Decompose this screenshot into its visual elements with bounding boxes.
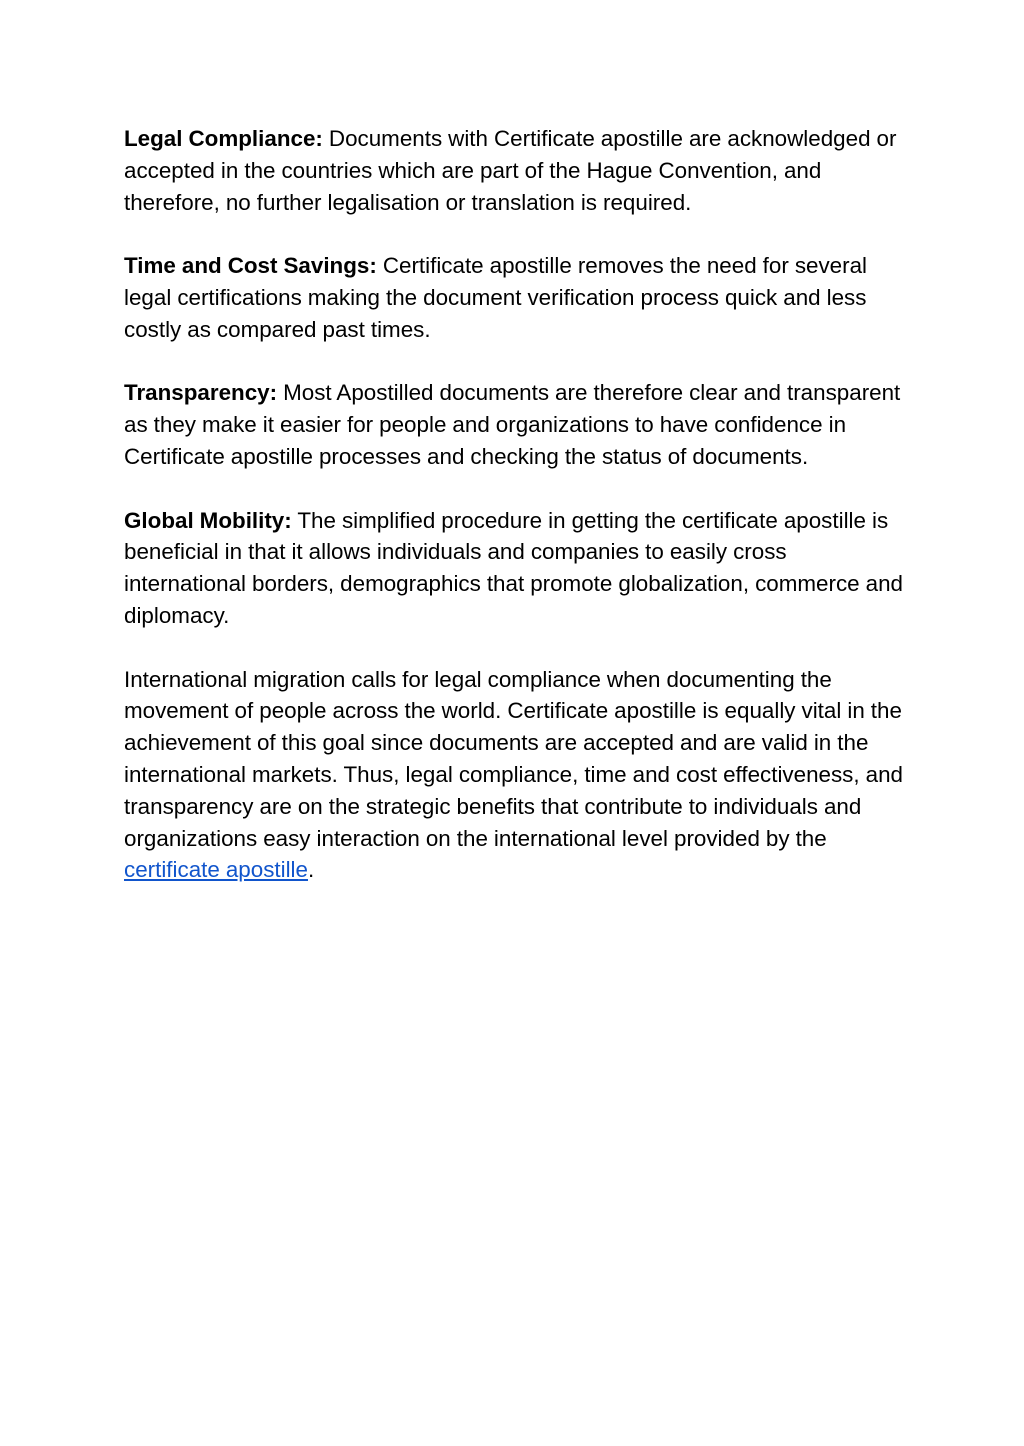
paragraph-legal-compliance: [124, 123, 914, 218]
paragraph-global-mobility: [124, 505, 914, 632]
certificate-apostille-link[interactable]: certificate apostille: [124, 857, 308, 883]
paragraph-text: Documents with Certificate apostille are acknowledged or accepted in the countries which are part of the Hague Convention, and therefore, no further legalisation or translation is required.: [124, 126, 897, 215]
paragraph-transparency: [124, 377, 914, 472]
term-transparency: Transparency:: [124, 380, 278, 406]
paragraph-conclusion: [124, 664, 914, 887]
conclusion-text: International migration calls for legal compliance when documenting the movement of people across the world. Certificate apostille is equally vital in the achievement of this goal since documents are accepted and are valid in the international markets. Thus, legal compliance, time and cost effectiveness, and transparency are on the strategic benefits that contribute to individuals and organizations easy interaction on the international level provided by the: [124, 666, 903, 851]
document-body: [124, 123, 914, 918]
term-legal-compliance: Legal Compliance:: [124, 126, 323, 151]
paragraph-text: The simplified procedure in getting the certificate apostille is beneficial in that it allows individuals and companies to easily cross international borders, demographics that promote globalization, commerce and diplomacy.: [124, 507, 903, 628]
paragraph-time-cost-savings: [124, 250, 914, 345]
term-global-mobility: Global Mobility:: [124, 507, 292, 533]
conclusion-end: .: [308, 857, 315, 883]
paragraph-text: Most Apostilled documents are therefore clear and transparent as they make it easier for people and organizations to have confidence in Certificate apostille processes and checking the status of documents.: [124, 380, 901, 469]
paragraph-text: Certificate apostille removes the need for several legal certifications making the document verification process quick and less costly as compared past times.: [124, 253, 868, 342]
term-time-cost-savings: Time and Cost Savings:: [124, 253, 377, 279]
